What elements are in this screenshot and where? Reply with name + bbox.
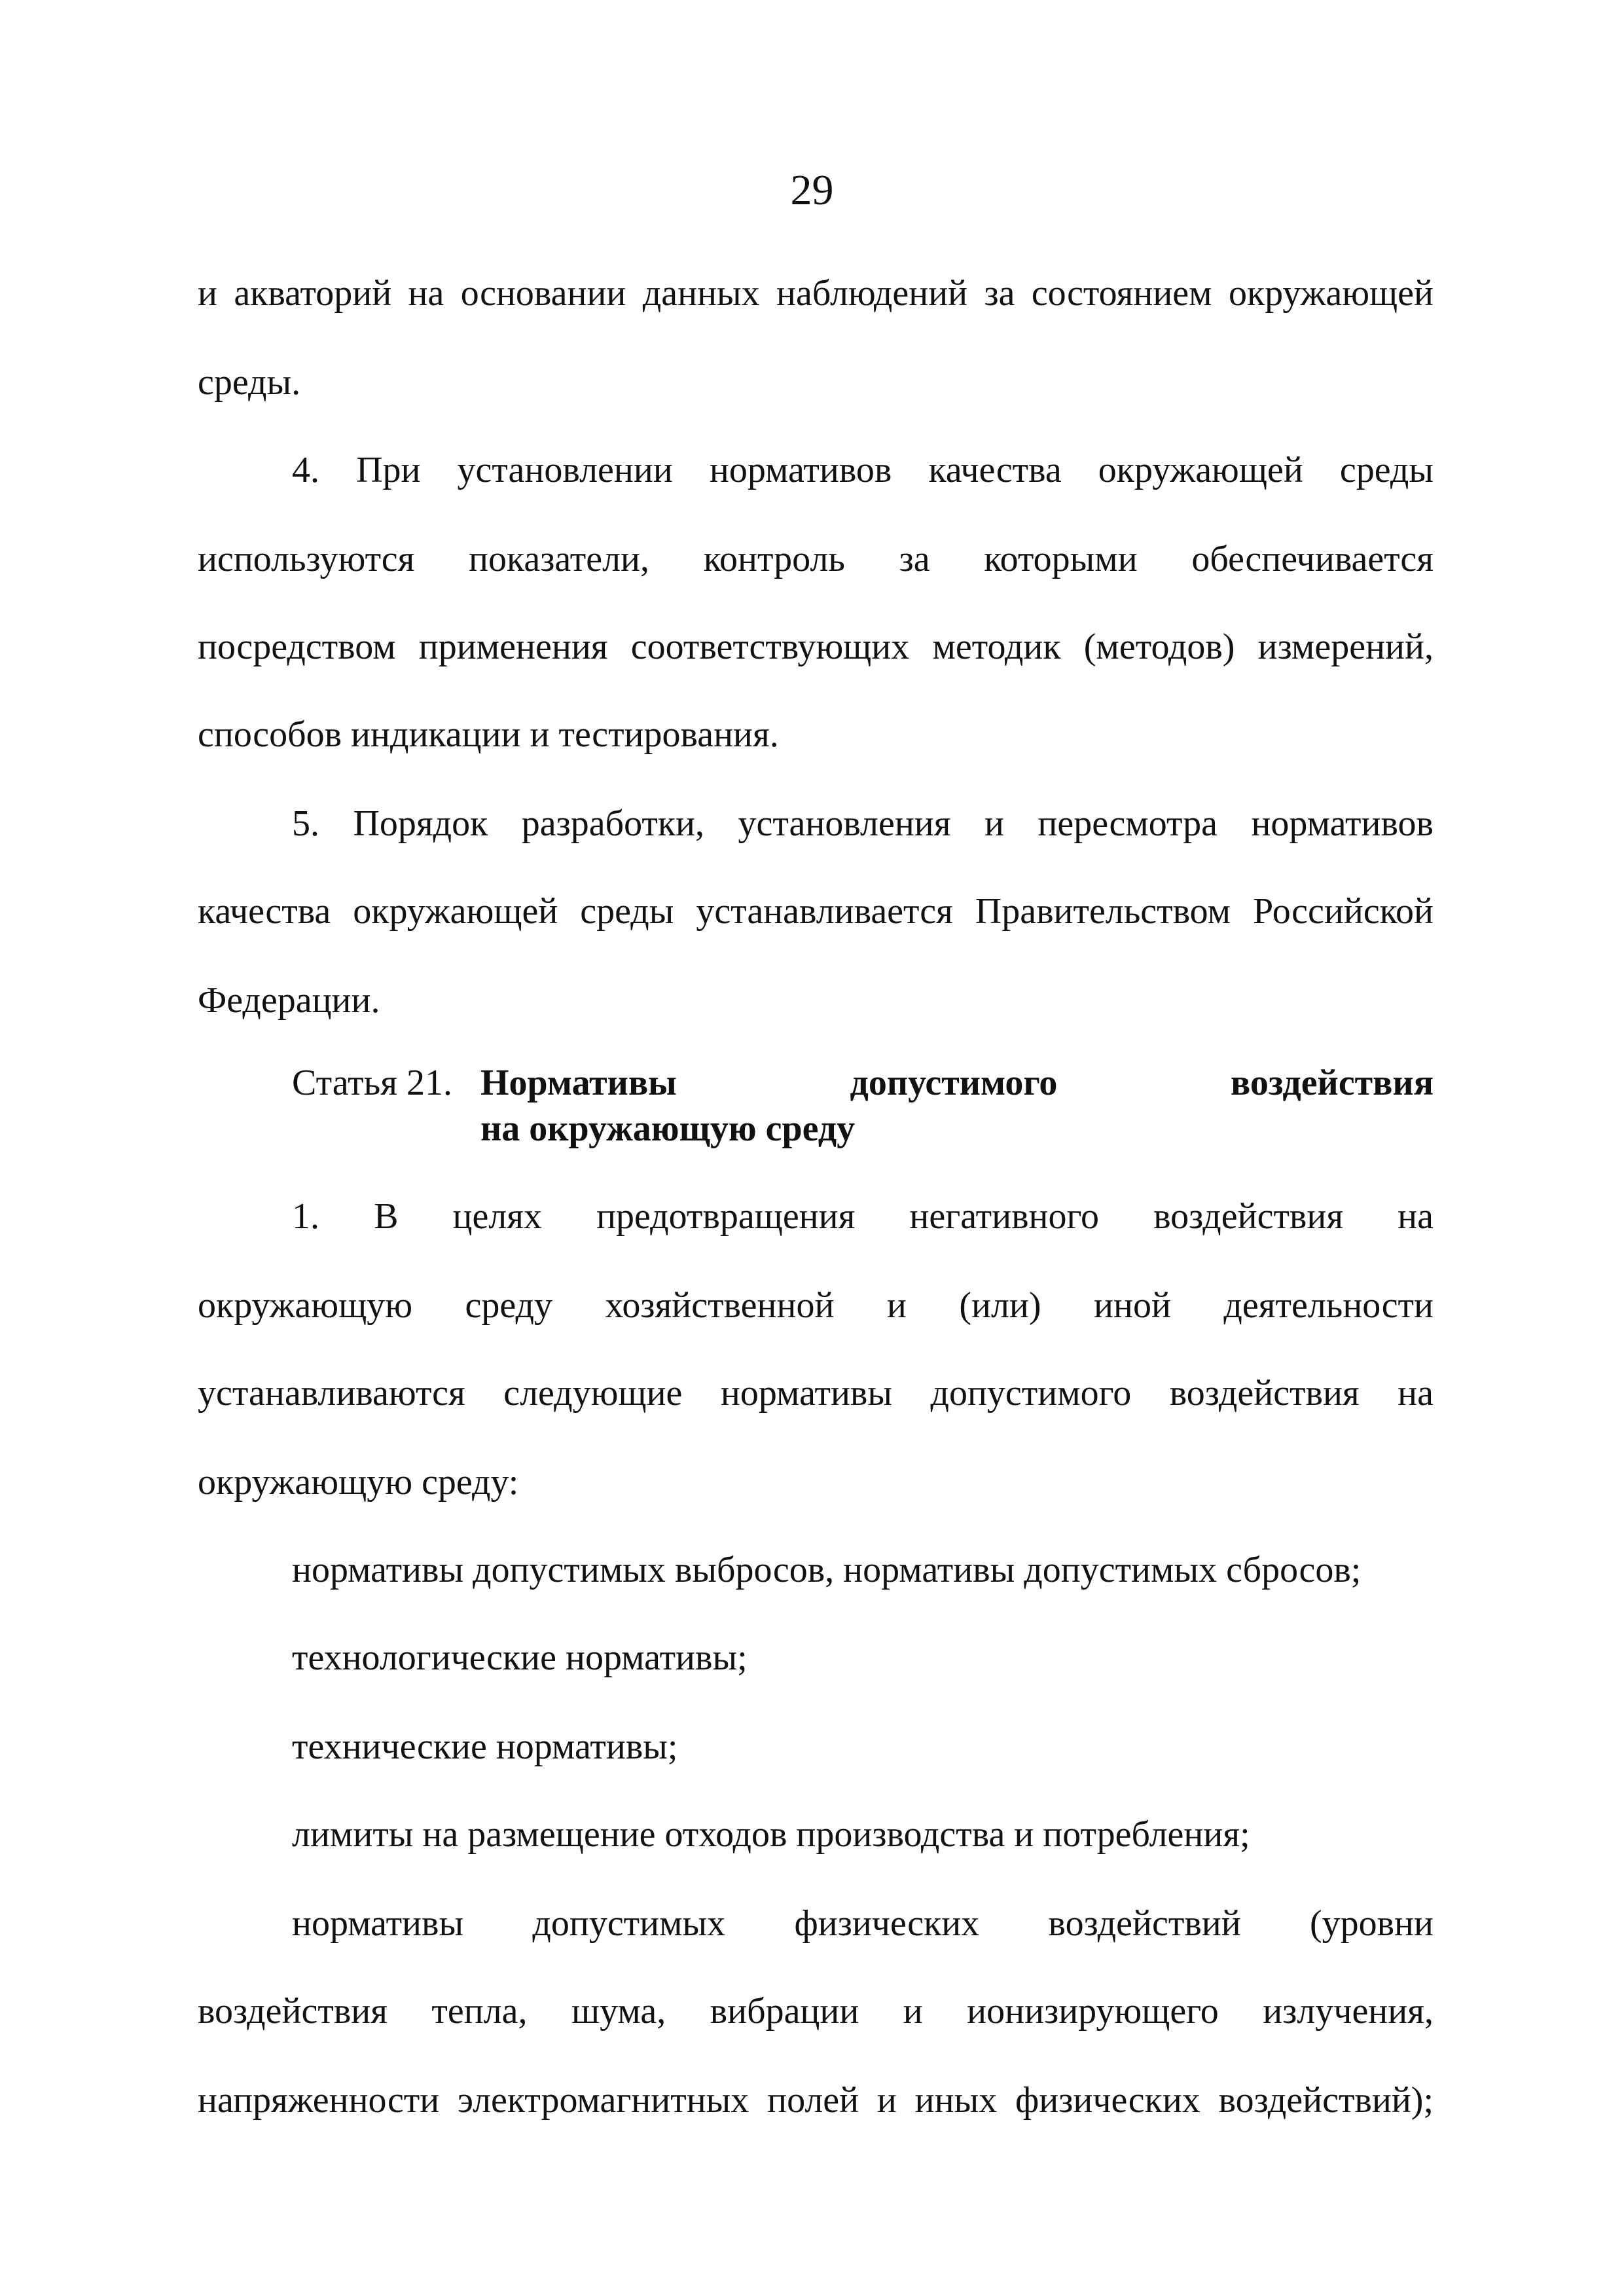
- paragraph-4-line: способов индикации и тестирования.: [198, 714, 779, 755]
- paragraph-4-line: посредством применения соответствующих методик (методов) измерений,: [198, 627, 1434, 667]
- article-title: на окружающую среду: [480, 1108, 856, 1149]
- article-label: Статья 21.: [292, 1063, 452, 1103]
- paragraph-5-line: Федерации.: [198, 980, 380, 1021]
- list-item: воздействия тепла, шума, вибрации и ионизирующего излучения,: [198, 1991, 1434, 2032]
- paragraph-4-line: 4. При установлении нормативов качества окружающей среды: [292, 450, 1434, 490]
- text-line: среды.: [198, 362, 301, 403]
- list-item: нормативы допустимых физических воздействий (уровни: [292, 1903, 1434, 1944]
- list-item: напряженности электромагнитных полей и иных физических воздействий);: [198, 2080, 1434, 2121]
- list-item: нормативы допустимых выбросов, нормативы допустимых сбросов;: [292, 1550, 1362, 1590]
- text-line: и акваторий на основании данных наблюдений за состоянием окружающей: [198, 273, 1434, 314]
- list-item: технологические нормативы;: [292, 1637, 748, 1678]
- paragraph-5-line: 5. Порядок разработки, установления и пересмотра нормативов: [292, 803, 1434, 844]
- clause-1-line: окружающую среду:: [198, 1462, 519, 1503]
- list-item: лимиты на размещение отходов производства и потребления;: [292, 1814, 1250, 1855]
- clause-1-line: устанавливаются следующие нормативы допустимого воздействия на: [198, 1373, 1434, 1413]
- page-number: 29: [790, 166, 834, 214]
- article-title: Нормативы допустимого воздействия: [480, 1063, 1434, 1103]
- clause-1-line: 1. В целях предотвращения негативного воздействия на: [292, 1196, 1434, 1237]
- paragraph-5-line: качества окружающей среды устанавливается Правительством Российской: [198, 891, 1434, 932]
- list-item: технические нормативы;: [292, 1726, 678, 1767]
- clause-1-line: окружающую среду хозяйственной и (или) иной деятельности: [198, 1285, 1434, 1326]
- paragraph-4-line: используются показатели, контроль за которыми обеспечивается: [198, 539, 1434, 579]
